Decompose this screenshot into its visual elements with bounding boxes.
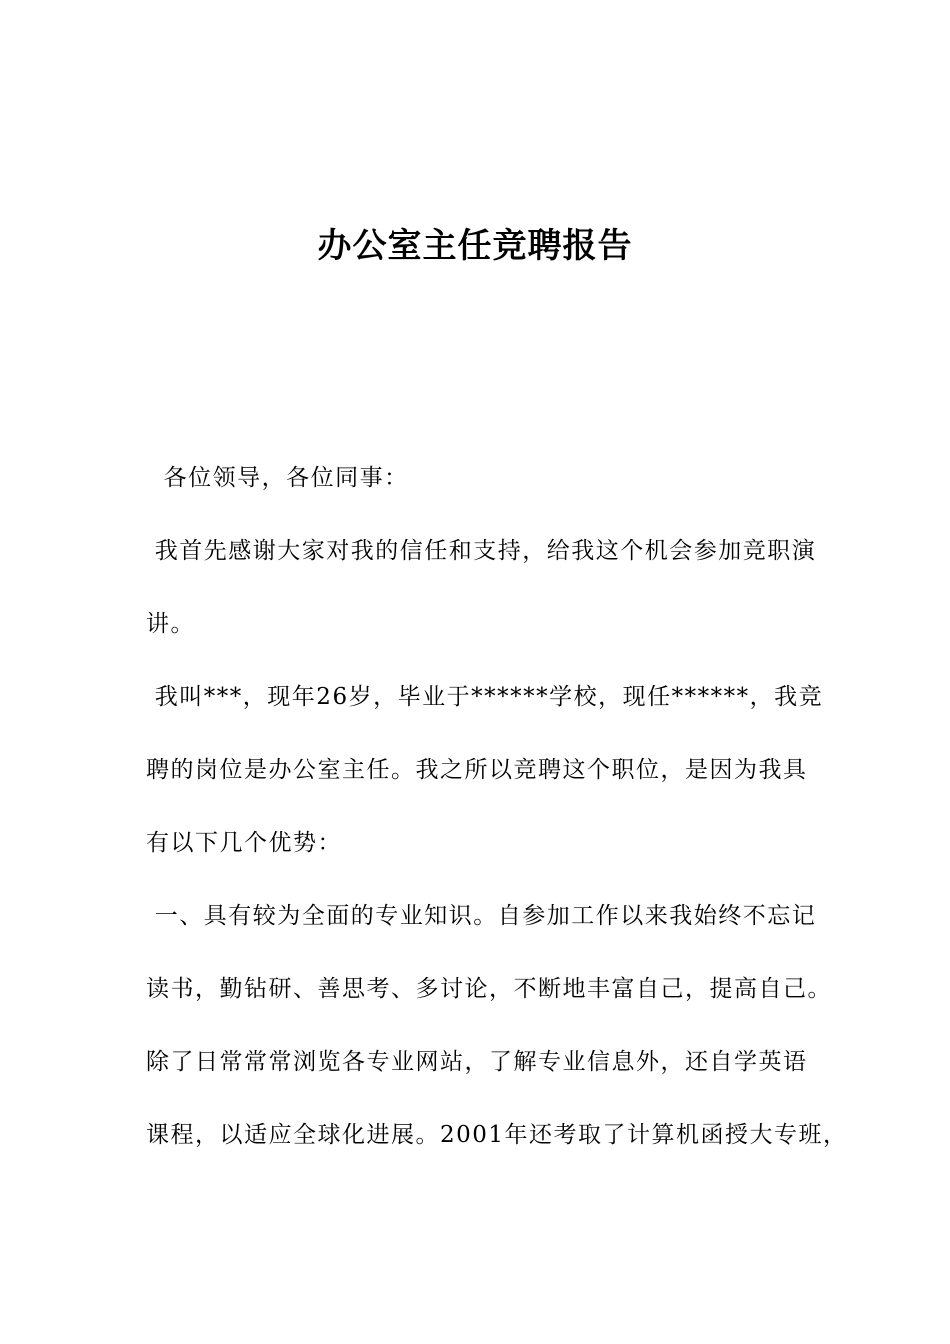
body-line: 我叫***，现年26岁，毕业于******学校，现任******，我竞 [146, 684, 824, 710]
body-line: 读书，勤钻研、善思考、多讨论，不断地丰富自己，提高自己。 [146, 976, 832, 1002]
body-line: 讲。 [146, 611, 195, 637]
body-line: 一、具有较为全面的专业知识。自参加工作以来我始终不忘记 [146, 903, 817, 929]
body-line: 有以下几个优势： [146, 830, 342, 856]
body-line: 课程，以适应全球化进展。2001年还考取了计算机函授大专班， [146, 1122, 848, 1148]
body-line: 除了日常常常浏览各专业网站，了解专业信息外，还自学英语 [146, 1049, 808, 1075]
document-title: 办公室主任竞聘报告 [317, 226, 633, 266]
body-line: 我首先感谢大家对我的信任和支持，给我这个机会参加竞职演 [146, 538, 817, 564]
body-line: 聘的岗位是办公室主任。我之所以竞聘这个职位，是因为我具 [146, 757, 808, 783]
salutation-line: 各位领导，各位同事： [146, 465, 409, 491]
